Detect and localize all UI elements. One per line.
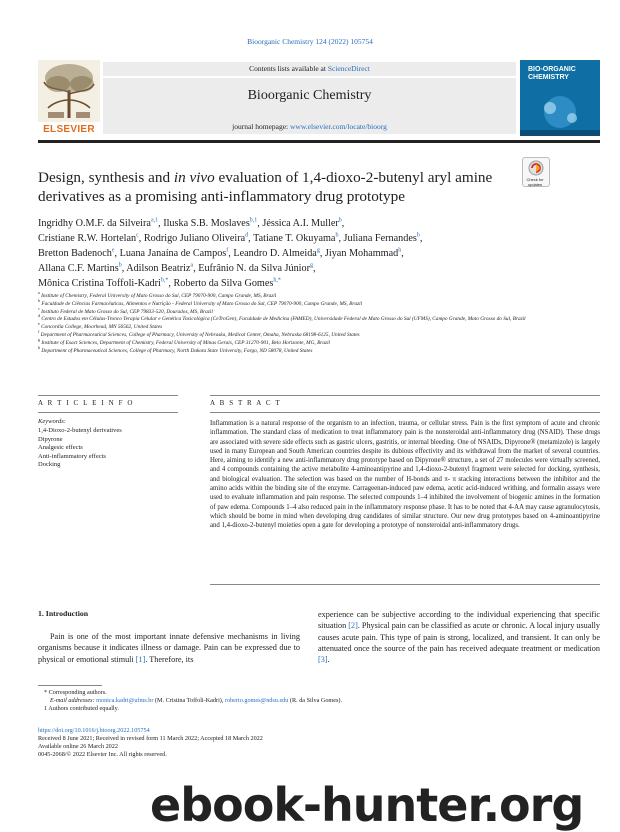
author-name[interactable] bbox=[144, 233, 248, 244]
author-name-text[interactable]: Ingridhy O.M.F. da Silveira bbox=[38, 218, 151, 229]
affiliation bbox=[38, 344, 568, 356]
email-2-owner: (R. da Silva Gomes). bbox=[288, 697, 342, 704]
keyword: Dipyrone bbox=[38, 435, 63, 443]
author-list bbox=[38, 216, 568, 291]
contents-prefix: Contents lists available at bbox=[249, 64, 328, 73]
affiliation-text: Centro de Estudos em Células-Tronco Terapia Celular e Genética Toxicológica (CeTroGen), Faculdade de Medicina (FAMED), Universidade Federal de Mato Grosso do Sul (UFMS), Campo Grande, Mato Grosso do Sul, Brazil bbox=[41, 316, 526, 323]
email-1-owner: (M. Cristina Toffoli-Kadri), bbox=[153, 697, 225, 704]
author-name-text[interactable]: Tatiane T. Okuyama bbox=[253, 233, 336, 244]
author-name-text[interactable]: Juliana Fernandes bbox=[343, 233, 417, 244]
email-label: E-mail addresses: bbox=[50, 697, 97, 704]
author-separator: , bbox=[248, 233, 254, 244]
author-name[interactable] bbox=[198, 263, 313, 274]
author-name[interactable] bbox=[38, 248, 115, 259]
affiliation-key: c bbox=[38, 305, 40, 311]
equal-contribution-note: 1 Authors contributed equally. bbox=[44, 705, 119, 712]
affiliation-key: f bbox=[38, 329, 40, 335]
author-name[interactable] bbox=[253, 233, 338, 244]
publication-info bbox=[38, 727, 598, 759]
keyword: Anti-inflammatory effects bbox=[38, 452, 106, 460]
abstract-rule bbox=[210, 412, 600, 413]
author-separator: , bbox=[158, 218, 164, 229]
author-name[interactable] bbox=[120, 248, 229, 259]
author-name[interactable] bbox=[126, 263, 193, 274]
author-name[interactable] bbox=[38, 233, 139, 244]
intro-right-text-end: . bbox=[327, 655, 330, 665]
author-name[interactable] bbox=[38, 218, 158, 229]
affiliation-key: e bbox=[38, 321, 40, 327]
watermark-text: ebook-hunter.org bbox=[150, 778, 584, 832]
corresponding-note: * Corresponding authors. bbox=[44, 689, 107, 696]
affiliation-text: Institute of Exact Sciences, Department of Chemistry, Federal University of Minas Gerais, CEP 31270-901, Belo Horizonte, MG, Brazil bbox=[41, 339, 331, 346]
author-affiliation-marker[interactable]: b,1 bbox=[249, 217, 258, 224]
contents-line bbox=[103, 62, 516, 76]
author-separator: , bbox=[338, 233, 344, 244]
author-affiliation-marker[interactable]: e bbox=[111, 247, 115, 254]
check-updates-icon bbox=[523, 158, 549, 178]
abstract-body: Inflammation is a natural response of the organism to an infection, trauma, or cellular stress. Pain is the first symptom of acute and chronic inflammation. The standard class of medication to treat inflammatory pain is the nonsteroidal anti-inflammatory drug (NSAID). These drugs are associated with severe side effects such as gastric ulcers, gastritis, or internal bleeding. One of NSAIDs, Dipyrone® (metamizole) is largely used in many European and South American countries despite its dubious effectivity and its withdrawal from the market of several countries. Here, aiming to identify a new anti-inflammatory drug prototype based on Dipyrone® structure, a set of 27 molecules were virtually screened, and 4 compounds containing the active metabolite 4-aminoantipyrine and 1,4-dioxo-2-butenyl fragment were selected for docking, synthesis, and biological evaluation. The selection was based on the number of H-bonds and π- π stacking interactions between the inhibitor and the amino acids within the binding site of the enzyme. Carrageenan-induced paw edema, acetic acid-induced writhing, and formalin assays were used to evaluate inflammation and pain response. The selected compounds 1–4 inhibited the involvement of biogenic amines in the formation of paw edema. Compounds 1–4 also reduced pain in the inflammatory response phase. It has to be noted that 4-AA may cause agranulocytosis, which should be borne in mind when developing drug candidates of similar structure. Our new drug prototypes based on 4-aminoantipyrine and 1,4-dioxo-2-butenyl moieties open a gate for developing a prototype of nonsteroidal anti-inflammatory drugs. bbox=[210, 420, 600, 530]
affiliation-list bbox=[38, 290, 568, 355]
article-info-heading: A R T I C L E I N F O bbox=[38, 399, 135, 407]
author-name-text[interactable]: Roberto da Silva Gomes bbox=[173, 278, 274, 289]
author-separator: , bbox=[121, 263, 127, 274]
author-affiliation-marker[interactable]: b bbox=[118, 262, 122, 269]
author-affiliation-marker[interactable]: b,* bbox=[160, 277, 169, 284]
abstract-heading: A B S T R A C T bbox=[210, 399, 282, 407]
author-name-text[interactable]: Mônica Cristina Toffoli-Kadri bbox=[38, 278, 161, 289]
cover-title bbox=[528, 66, 598, 82]
author-affiliation-marker[interactable]: a,1 bbox=[150, 217, 159, 224]
author-name-text[interactable]: Allana C.F. Martins bbox=[38, 263, 119, 274]
introduction-heading: 1. Introduction bbox=[38, 609, 89, 618]
author-name-text[interactable]: Luana Janaína de Campos bbox=[119, 248, 227, 259]
author-affiliation-marker[interactable]: b bbox=[335, 232, 339, 239]
author-name[interactable] bbox=[233, 248, 319, 259]
email-link-2[interactable]: roberto.gomes@ndsu.edu bbox=[224, 697, 289, 704]
check-updates-line1: Check for bbox=[526, 177, 544, 182]
affiliation-key: a bbox=[38, 290, 40, 296]
author-affiliation-marker[interactable]: h,* bbox=[273, 277, 281, 284]
author-separator: , bbox=[257, 218, 263, 229]
intro-left-text: Pain is one of the most important innate defensive mechanisms in living organisms because it indicates illness or damage. Pain can be expressed due to physical or emotional stimuli bbox=[38, 632, 300, 664]
citation-3-link[interactable]: [3] bbox=[318, 655, 328, 665]
author-name-text[interactable]: Eufrânio N. da Silva Júnior bbox=[198, 263, 310, 274]
author-separator: , bbox=[319, 248, 325, 259]
title-part1: Design, synthesis and bbox=[38, 169, 174, 186]
footnote-rule bbox=[38, 685, 102, 686]
homepage-link[interactable]: www.elsevier.com/locate/bioorg bbox=[290, 122, 387, 131]
author-separator: , bbox=[193, 263, 199, 274]
author-separator: , bbox=[114, 248, 120, 259]
keywords-label: Keywords: bbox=[38, 418, 66, 425]
journal-title: Bioorganic Chemistry bbox=[247, 88, 372, 103]
keyword: 1,4-Dioxo-2-butenyl derivatives bbox=[38, 427, 122, 434]
footnotes bbox=[38, 689, 598, 713]
abstract-rule-top bbox=[210, 395, 600, 396]
author-name[interactable] bbox=[344, 233, 420, 244]
cover-title-line2: CHEMISTRY bbox=[528, 74, 569, 81]
author-separator: , bbox=[419, 233, 423, 244]
email-note bbox=[38, 697, 598, 705]
affiliation-key: h bbox=[38, 344, 40, 350]
author-separator: , bbox=[228, 248, 234, 259]
affiliation bbox=[38, 337, 568, 348]
intro-right-text: experience can be subjective according to the individual experiencing that specific situation bbox=[318, 610, 600, 631]
received-dates: Received 8 June 2021; Received in revised form 11 March 2022; Accepted 18 March 2022 bbox=[38, 735, 263, 742]
check-updates-label bbox=[520, 178, 550, 187]
author-affiliation-marker[interactable]: h bbox=[398, 247, 402, 254]
author-name-text[interactable]: Cristiane R.W. Hortelan bbox=[38, 233, 137, 244]
affiliation bbox=[38, 298, 568, 309]
affiliation-key: d bbox=[38, 313, 40, 319]
intro-right-column bbox=[318, 609, 600, 665]
author-separator: , bbox=[168, 278, 174, 289]
author-name-text[interactable]: Rodrigo Juliano Oliveira bbox=[143, 233, 246, 244]
author-separator: , bbox=[138, 233, 144, 244]
author-separator: , bbox=[341, 218, 345, 229]
copyright: 0045-2068/© 2022 Elsevier Inc. All rights reserved. bbox=[38, 751, 167, 758]
affiliation-text: Concordia College, Moorhead, MN 56562, United States bbox=[41, 324, 163, 331]
author-affiliation-marker[interactable]: c bbox=[136, 232, 139, 239]
abstract-text bbox=[210, 419, 600, 531]
homepage-prefix: journal homepage: bbox=[232, 122, 291, 131]
author-affiliation-marker[interactable]: g bbox=[316, 247, 320, 254]
abstract-rule-bottom bbox=[210, 584, 600, 585]
author-affiliation-marker[interactable]: g bbox=[309, 262, 313, 269]
article-title bbox=[38, 168, 513, 206]
affiliation-text: Department of Pharmaceutical Sciences, College of Pharmacy, North Dakota State University, Fargo, ND 58078, United States bbox=[41, 347, 313, 354]
intro-left-text-end: . Therefore, its bbox=[145, 654, 194, 664]
cover-title-line1: BIO-ORGANIC bbox=[528, 66, 576, 73]
intro-left-column bbox=[38, 631, 300, 665]
author-name-text[interactable]: Jéssica A.I. Muller bbox=[262, 218, 339, 229]
author-name[interactable] bbox=[325, 248, 401, 259]
keyword: Analgesic effects bbox=[38, 444, 83, 451]
keyword: Docking bbox=[38, 461, 61, 468]
author-separator: , bbox=[312, 263, 316, 274]
author-separator: , bbox=[401, 248, 404, 259]
available-online: Available online 26 March 2022 bbox=[38, 743, 118, 750]
intro-right-text-mid: . Physical pain can be classified as acute or chronic. A local injury usually causes acute pain. This type of pain is strong, localized, and transient. It can only be attenuated once the source of the pain has received adequate treatment or medication bbox=[318, 621, 600, 653]
author-name-text[interactable]: Leandro D. Almeida bbox=[233, 248, 317, 259]
author-name[interactable] bbox=[38, 278, 168, 289]
author-name-text[interactable]: Adilson Beatriz bbox=[126, 263, 191, 274]
elsevier-wordmark: ELSEVIER bbox=[43, 124, 95, 135]
author-affiliation-marker[interactable]: b bbox=[416, 232, 420, 239]
article-info-rule-top bbox=[38, 395, 178, 396]
title-italic: in vivo bbox=[173, 169, 215, 186]
citation-2-link[interactable]: [2] bbox=[348, 621, 358, 631]
author-name-text[interactable]: Bretton Badenoch bbox=[38, 248, 112, 259]
affiliation-text: Institute of Chemistry, Federal University of Mato Grosso do Sul, CEP 79070-900, Campo Grande, MS, Brazil bbox=[41, 293, 277, 299]
author-affiliation-marker[interactable]: a bbox=[190, 262, 194, 269]
author-name-text[interactable]: Iluska S.B. Moslaves bbox=[163, 218, 250, 229]
author-name[interactable] bbox=[38, 263, 122, 274]
check-updates-line2: updates bbox=[527, 181, 543, 187]
article-info-rule bbox=[38, 412, 178, 413]
affiliation-text: Faculdade de Ciências Farmacêuticas, Alimentos e Nutrição - Federal University of Mato Grosso do Sul, CEP 79070-900, Campo Grande, MS, Brazil bbox=[41, 300, 363, 307]
author-name[interactable] bbox=[173, 278, 280, 289]
citation-1-link[interactable]: [1] bbox=[135, 654, 146, 664]
author-affiliation-marker[interactable]: d bbox=[245, 232, 249, 239]
author-name[interactable] bbox=[163, 218, 257, 229]
keywords-list bbox=[38, 427, 122, 470]
journal-homepage bbox=[103, 122, 516, 131]
author-name[interactable] bbox=[262, 218, 341, 229]
author-affiliation-marker[interactable]: f bbox=[226, 247, 229, 254]
header-rule bbox=[38, 140, 600, 143]
affiliation-key: b bbox=[38, 298, 40, 304]
author-affiliation-marker[interactable]: b bbox=[338, 217, 342, 224]
title-part2: evaluation of 1,4-dioxo-2-butenyl aryl amine derivatives as a promising anti-inflammatory drug prototype bbox=[38, 169, 493, 205]
sciencedirect-link[interactable]: ScienceDirect bbox=[327, 64, 370, 73]
journal-reference[interactable]: Bioorganic Chemistry 124 (2022) 105754 bbox=[247, 37, 373, 46]
author-name-text[interactable]: Jiyan Mohammad bbox=[324, 248, 399, 259]
affiliation-text: Department of Pharmaceutical Sciences, College of Pharmacy, University of Nebraska, Medical Center, Omaha, Nebraska 68198-6125, United States bbox=[40, 331, 360, 338]
doi-link[interactable]: https://doi.org/10.1016/j.bioorg.2022.105754 bbox=[38, 727, 150, 734]
affiliation-key: g bbox=[38, 337, 40, 343]
affiliation-text: Instituto Federal de Mato Grosso do Sul, CEP 79833-520, Dourados, MS, Brazil bbox=[41, 308, 213, 315]
email-link-1[interactable]: monica.kadri@ufms.br bbox=[96, 697, 154, 704]
